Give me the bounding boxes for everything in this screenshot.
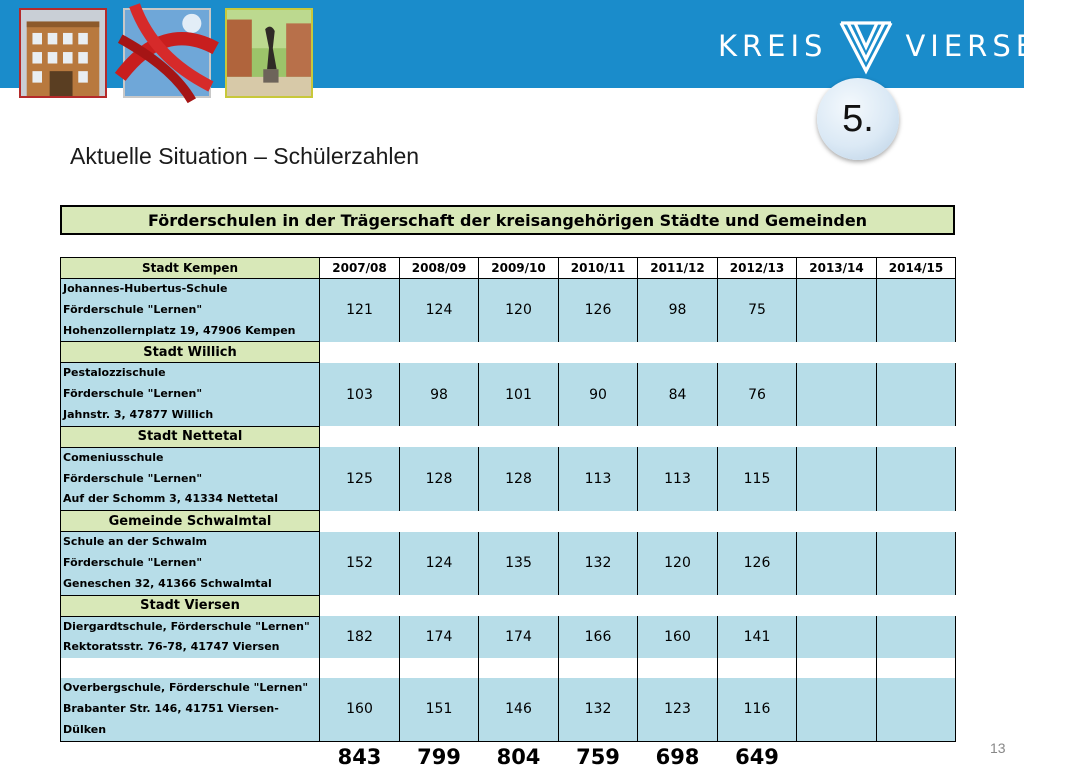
student-count: 128 [400,447,479,510]
blank-cell [718,511,797,532]
student-count: 132 [559,678,638,741]
school-line: Comeniusschule [63,450,164,464]
student-count: 101 [479,363,559,426]
blank-cell [718,426,797,447]
blank-cell [638,426,718,447]
total-value: 759 [559,741,638,773]
school-line: Förderschule "Lernen" [63,302,203,316]
city-name: Stadt Kempen [61,258,320,279]
student-count: 174 [479,616,559,658]
school-row [61,363,956,426]
blank-cell [320,426,400,447]
year-header: 2007/08 [320,258,400,279]
red-sculpture-photo [123,8,211,98]
total-value [797,741,877,773]
blank-cell [320,595,400,616]
student-count: 174 [400,616,479,658]
student-count: 113 [559,447,638,510]
spacer-cell [479,658,559,678]
statue-photo [225,8,313,98]
blank-cell [797,426,877,447]
student-count: 113 [638,447,718,510]
student-count [797,616,877,658]
blank-cell [877,342,956,363]
city-name: Stadt Nettetal [61,426,320,447]
city-name: Stadt Willich [61,342,320,363]
total-value [877,741,956,773]
school-line: Geneschen 32, 41366 Schwalmtal [63,576,272,590]
school-info [61,532,320,595]
section-number: 5. [842,97,874,140]
blank-cell [877,511,956,532]
spacer-cell [718,658,797,678]
year-header: 2010/11 [559,258,638,279]
spacer-cell [877,658,956,678]
city-header-row [61,511,956,532]
blank-cell [320,511,400,532]
spacer-cell [320,658,400,678]
school-line: Brabanter Str. 146, 41751 Viersen-Dülken [63,701,279,736]
blank-cell [479,426,559,447]
student-count [877,678,956,741]
table-banner: Förderschulen in der Trägerschaft der kreisangehörigen Städte und Gemeinden [60,205,955,235]
student-count: 151 [400,678,479,741]
logo-word-kreis: KREIS [718,29,828,63]
student-count: 84 [638,363,718,426]
student-count: 120 [479,279,559,342]
blank-cell [320,342,400,363]
school-line: Förderschule "Lernen" [63,471,203,485]
blank-cell [559,342,638,363]
year-header: 2013/14 [797,258,877,279]
student-count: 132 [559,532,638,595]
school-info [61,616,320,658]
school-line: Förderschule "Lernen" [63,555,203,569]
student-count [877,363,956,426]
blank-cell [718,342,797,363]
logo-mark-icon [837,17,895,75]
school-row [61,678,956,741]
student-count [797,678,877,741]
school-line: Hohenzollernplatz 19, 47906 Kempen [63,323,296,337]
student-count: 135 [479,532,559,595]
student-count: 115 [718,447,797,510]
student-count: 103 [320,363,400,426]
student-count: 124 [400,279,479,342]
total-value: 649 [718,741,797,773]
blank-cell [400,595,479,616]
school-line: Auf der Schomm 3, 41334 Nettetal [63,492,278,506]
blank-cell [797,342,877,363]
page-number: 13 [990,740,1006,756]
spacer-row [61,658,956,678]
blank-cell [559,426,638,447]
student-count: 75 [718,279,797,342]
school-line: Jahnstr. 3, 47877 Willich [63,407,214,421]
city-header-row [61,426,956,447]
school-line: Johannes-Hubertus-Schule [63,282,228,295]
school-row [61,616,956,658]
blank-cell [400,511,479,532]
total-value: 799 [400,741,479,773]
blank-cell [638,595,718,616]
student-count [877,616,956,658]
kreis-viersen-logo [718,16,1066,76]
year-header: 2008/09 [400,258,479,279]
school-line: Schule an der Schwalm [63,535,207,549]
blank-cell [797,511,877,532]
total-value: 804 [479,741,559,773]
blank-cell [877,426,956,447]
blank-cell [638,342,718,363]
logo-word-viersen: VIERSEN [905,29,1066,63]
student-count: 160 [638,616,718,658]
section-number-badge [817,78,899,160]
year-header: 2009/10 [479,258,559,279]
school-info [61,678,320,741]
year-header: 2014/15 [877,258,956,279]
school-row [61,447,956,510]
student-count: 76 [718,363,797,426]
spacer-cell [400,658,479,678]
city-header-row [61,595,956,616]
totals-label-cell [61,741,320,773]
blank-cell [559,595,638,616]
blank-cell [479,342,559,363]
spacer-cell [797,658,877,678]
school-line: Pestalozzischule [63,366,166,380]
city-name: Gemeinde Schwalmtal [61,511,320,532]
totals-row [61,741,956,773]
spacer-cell [638,658,718,678]
blank-cell [797,595,877,616]
blank-cell [877,595,956,616]
total-value: 698 [638,741,718,773]
student-count: 146 [479,678,559,741]
student-count: 98 [638,279,718,342]
school-row [61,532,956,595]
student-count: 126 [718,532,797,595]
city-header-row [61,342,956,363]
total-value: 843 [320,741,400,773]
student-count: 120 [638,532,718,595]
page-title: Aktuelle Situation – Schülerzahlen [70,143,420,169]
student-count [797,532,877,595]
student-numbers-table [60,257,956,773]
student-count: 141 [718,616,797,658]
student-count [877,532,956,595]
school-row [61,279,956,342]
school-info [61,447,320,510]
year-header: 2012/13 [718,258,797,279]
student-count [877,279,956,342]
school-line: Rektoratsstr. 76-78, 41747 Viersen [63,640,280,654]
school-line: Förderschule "Lernen" [63,387,203,401]
city-name: Stadt Viersen [61,595,320,616]
student-count: 152 [320,532,400,595]
student-count [797,447,877,510]
blank-cell [479,595,559,616]
school-info [61,279,320,342]
student-count [877,447,956,510]
school-info [61,363,320,426]
school-line: Overbergschule, Förderschule "Lernen" [63,681,309,695]
school-line: Diergardtschule, Förderschule "Lernen" [63,619,310,633]
blank-cell [559,511,638,532]
student-count: 123 [638,678,718,741]
spacer-cell [559,658,638,678]
student-count: 125 [320,447,400,510]
blank-cell [638,511,718,532]
student-count: 116 [718,678,797,741]
city-header-row [61,258,956,279]
student-count: 166 [559,616,638,658]
blank-cell [718,595,797,616]
student-count: 124 [400,532,479,595]
spacer-cell [61,658,320,678]
student-count [797,279,877,342]
blank-cell [400,426,479,447]
student-count: 90 [559,363,638,426]
blank-cell [400,342,479,363]
student-count [797,363,877,426]
building-photo [19,8,107,98]
student-count: 128 [479,447,559,510]
student-count: 98 [400,363,479,426]
year-header: 2011/12 [638,258,718,279]
student-count: 121 [320,279,400,342]
student-count: 160 [320,678,400,741]
student-count: 182 [320,616,400,658]
student-count: 126 [559,279,638,342]
blank-cell [479,511,559,532]
